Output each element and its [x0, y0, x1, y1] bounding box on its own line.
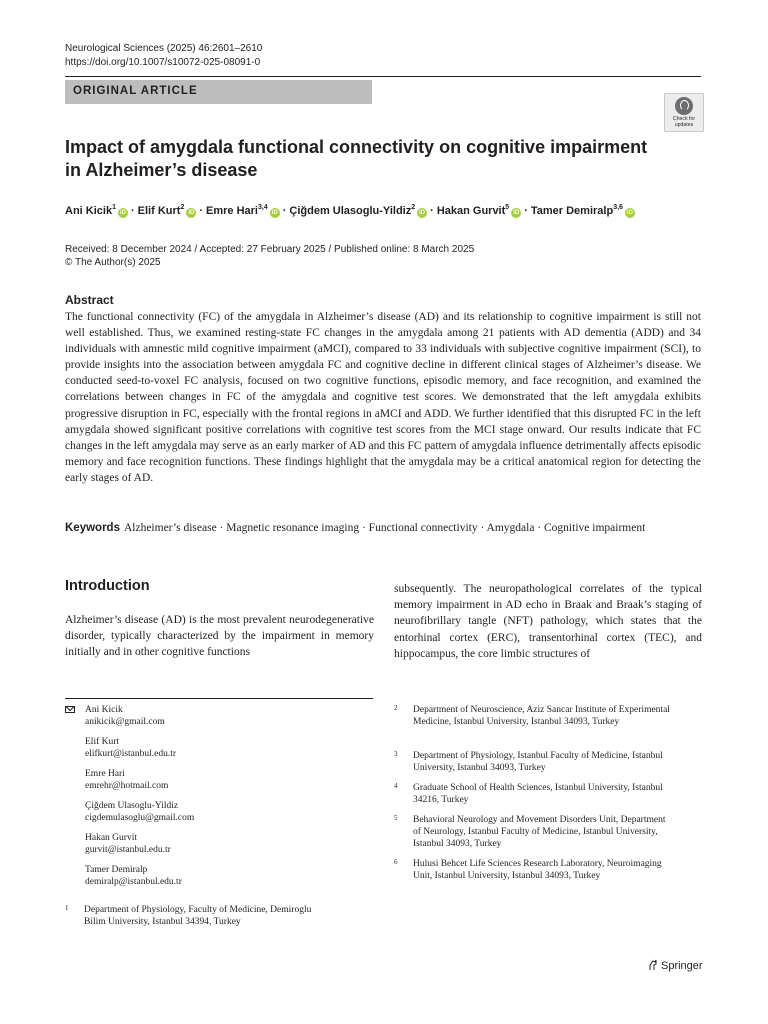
author-name[interactable]: Emre Hari: [206, 205, 258, 217]
orcid-icon[interactable]: iD: [271, 210, 278, 216]
contact-entry: [65, 800, 365, 824]
contact-name: Ani Kicik: [85, 705, 123, 715]
publisher-logo: [648, 959, 703, 972]
journal-info: [65, 42, 262, 70]
contact-entry: [65, 832, 365, 856]
introduction-heading: Introduction: [65, 578, 150, 594]
affiliation-text: Department of Neuroscience, Aziz Sancar Institute of Experimental Medicine, Istanbul University, Istanbul 34093, Turkey: [413, 705, 670, 727]
contact-entry: [65, 704, 365, 728]
affiliation-number: 1: [65, 904, 69, 912]
author-affiliation-ref: 2: [411, 204, 416, 211]
author-affiliation-ref: 1: [112, 204, 116, 211]
author-name[interactable]: Tamer Demiralp: [530, 205, 614, 217]
contact-entry: [65, 736, 365, 760]
contact-email[interactable]: anikicik@gmail.com: [85, 717, 165, 727]
doi-link[interactable]: https://doi.org/10.1007/s10072-025-08091-0: [65, 57, 261, 68]
abstract-text: The functional connectivity (FC) of the amygdala in Alzheimer’s disease (AD) and its relationship to cognitive impairment is still not well established. Thus, we examined resting-state FC changes in the amygdala among 21 patients with AD dementia (ADD) and 34 individuals with amnestic mild cognitive impairment (aMCI), compared to 33 individuals with subjective cognitive impairment (SCI), to provide insights into the association between amygdala FC and cognitive decline in different clinical stages of Alzheimer’s disease. We conducted seed-to-voxel FC analysis, focused on two cognitive functions, episodic memory, and face recognition, and examined the correlations between changes in FC of the amygdala and cognitive test scores. We demonstrated that the left amygdala exhibits progressive disruption in FC, especially with the frontal regions in aMCI and ADD. We further identified that this disrupted FC in the left amygdala showed significant positive correlations with cognitive test scores from the MCI stage onward. Our results indicate that FC changes in the left amygdala may serve as an early marker of AD and this FC pattern of amygdala influence detrimentally affects episodic memory and face recognition functions. These findings highlight that the amygdala may be a critical anatomical region for detecting the early stages of AD.: [65, 311, 701, 484]
check-updates-line2: updates: [674, 122, 694, 128]
affiliation-number: 3: [394, 750, 398, 758]
author-affiliation-ref: 3,6: [613, 204, 623, 211]
affiliation-text: Hulusi Behcet Life Sciences Research Laboratory, Neuroimaging Unit, Istanbul University, Istanbul 34093, Turkey: [413, 859, 662, 881]
copyright-line: © The Author(s) 2025: [65, 257, 161, 268]
article-title: Impact of amygdala functional connectivity on cognitive impairment in Alzheimer’s disease: [65, 137, 648, 180]
author-separator: ·: [430, 205, 434, 217]
affiliation-text: Graduate School of Health Sciences, Istanbul University, Istanbul 34216, Turkey: [413, 783, 663, 805]
check-updates-line1: Check for: [672, 116, 696, 122]
author-list: [65, 203, 715, 219]
keywords-label: Keywords: [65, 522, 120, 534]
contact-email[interactable]: elifkurt@istanbul.edu.tr: [85, 749, 177, 759]
contact-name: Tamer Demiralp: [85, 865, 148, 875]
affiliation-number: 5: [394, 814, 398, 822]
header-rule: [65, 76, 701, 77]
contact-entry: [65, 768, 365, 792]
affiliation-text: Behavioral Neurology and Movement Disorders Unit, Department of Neurology, Istanbul Faculty of Medicine, Istanbul University, Istanbul 34093, Turkey: [413, 815, 666, 849]
affiliation-number: 6: [394, 858, 398, 866]
contact-email[interactable]: gurvit@istanbul.edu.tr: [85, 845, 171, 855]
author-separator: ·: [282, 205, 287, 217]
author-affiliation-ref: 2: [180, 204, 185, 211]
introduction-left-column: Alzheimer’s disease (AD) is the most prevalent neurodegenerative disorder, typically characterized by the impairment in memory initially and in other cognitive functions: [65, 614, 374, 659]
affiliation-number: 4: [394, 782, 398, 790]
orcid-icon[interactable]: iD: [188, 210, 195, 216]
journal-citation: Neurological Sciences (2025) 46:2601–2610: [65, 43, 263, 54]
author-name[interactable]: Ani Kicik: [65, 205, 113, 217]
contact-email[interactable]: demiralp@istanbul.edu.tr: [85, 877, 182, 887]
springer-horse-icon: [648, 959, 658, 971]
introduction-right-column: subsequently. The neuropathological correlates of the typical memory impairment in AD echo in Braak and Braak’s staging of neurofibrillary tangle (NFT) pathology, which states that the entorhinal cortex (ERC), transentorhinal cortex (TEC), and hippocampus, the core limbic structures of: [394, 583, 702, 660]
check-updates-icon: [675, 97, 693, 115]
contact-email[interactable]: emrehr@hotmail.com: [85, 781, 169, 791]
author-separator: ·: [524, 205, 528, 217]
author-affiliation-ref: 3,4: [258, 204, 268, 211]
orcid-icon[interactable]: iD: [119, 210, 126, 216]
publisher-name: Springer: [661, 960, 703, 972]
contact-entry: [65, 864, 365, 888]
contact-name: Emre Hari: [85, 769, 125, 779]
contact-list: [65, 704, 365, 896]
contact-name: Çiğdem Ulasoglu-Yildiz: [85, 801, 179, 811]
orcid-icon[interactable]: iD: [419, 210, 426, 216]
author-name[interactable]: Elif Kurt: [137, 205, 181, 217]
article-type-label: ORIGINAL ARTICLE: [73, 85, 198, 97]
affiliation-text: Department of Physiology, Istanbul Faculty of Medicine, Istanbul University, Istanbul 34093, Turkey: [413, 751, 663, 773]
contact-name: Elif Kurt: [85, 737, 120, 747]
publication-dates: [65, 243, 474, 269]
abstract-heading: Abstract: [65, 293, 114, 307]
check-for-updates-badge[interactable]: [664, 93, 704, 132]
article-type-banner: [65, 80, 372, 104]
contact-email[interactable]: cigdemulasoglu@gmail.com: [85, 813, 195, 823]
author-affiliation-ref: 5: [505, 204, 510, 211]
orcid-icon[interactable]: iD: [626, 210, 633, 216]
affiliation-text: Department of Physiology, Faculty of Medicine, Demiroglu Bilim University, Istanbul 34394, Turkey: [84, 905, 312, 927]
author-name[interactable]: Hakan Gurvit: [436, 205, 506, 217]
affiliation-number: 2: [394, 704, 398, 712]
email-icon: [65, 706, 75, 713]
dates-line: Received: 8 December 2024 / Accepted: 27 February 2025 / Published online: 8 March 2025: [65, 244, 475, 255]
keywords-text: Alzheimer’s disease · Magnetic resonance imaging · Functional connectivity · Amygdala · Cognitive impairment: [123, 522, 646, 534]
orcid-icon[interactable]: iD: [513, 210, 520, 216]
author-name[interactable]: Çiğdem Ulasoglu-Yildiz: [289, 205, 412, 217]
keywords: [65, 520, 701, 536]
contact-name: Hakan Gurvit: [85, 833, 137, 843]
footnote-rule: [65, 698, 373, 699]
author-separator: ·: [199, 205, 204, 217]
author-separator: ·: [130, 205, 135, 217]
